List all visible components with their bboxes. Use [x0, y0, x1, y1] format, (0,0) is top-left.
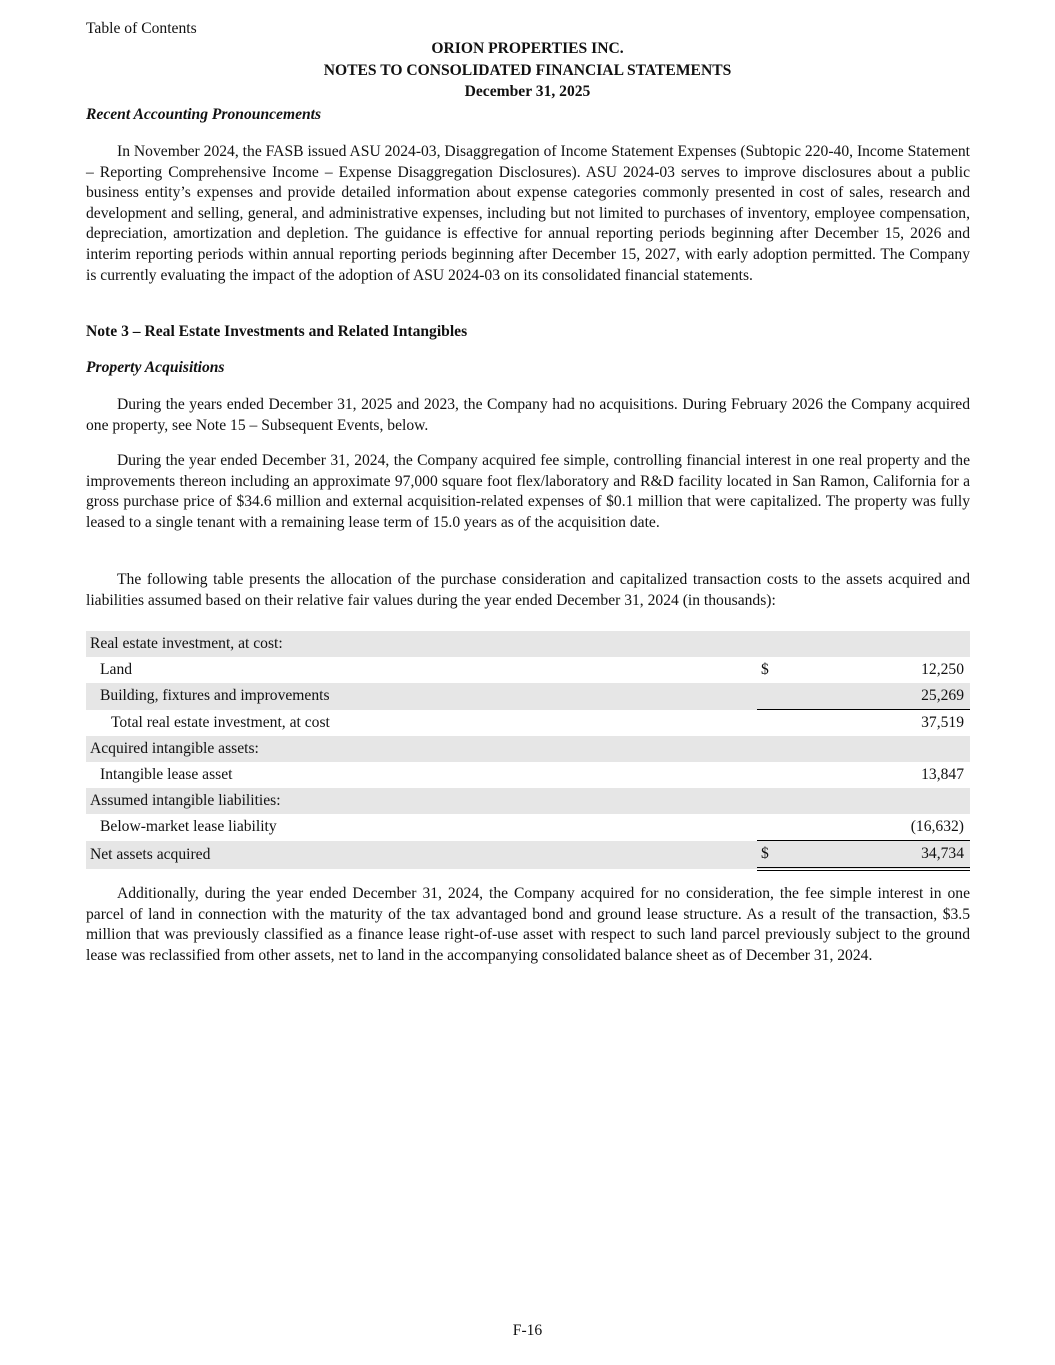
- property-acquisitions-heading: Property Acquisitions: [86, 359, 225, 376]
- note3-paragraph-3: The following table presents the allocation of the purchase consideration and capitalized transaction costs to the assets acquired and liabilities assumed based on their relative fair values during the year ended December 31, 2024 (in thousands):: [86, 571, 970, 609]
- table-row: [86, 710, 970, 737]
- row-amount: [781, 788, 970, 814]
- table-row: [86, 683, 970, 710]
- row-label: Net assets acquired: [86, 841, 349, 870]
- row-currency: $: [761, 661, 769, 678]
- purchase-allocation-table: [86, 631, 970, 871]
- row-label: Below-market lease liability: [100, 818, 277, 836]
- row-currency: [757, 814, 781, 841]
- note3-paragraph-2: During the year ended December 31, 2024, the Company acquired fee simple, controlling financial interest in one real property and the improvements thereon including an approximate 97,000 square foot flex/laboratory and R&D facility located in San Ramon, California for a gross purchase price of $34.6 million and external acquisition-related expenses of $0.1 million that were capitalized. The property was fully leased to a single tenant with a remaining lease term of 15.0 years as of the acquisition date.: [86, 452, 970, 531]
- row-currency: [757, 736, 781, 762]
- note3-paragraph4-block: [86, 884, 970, 966]
- document-title: NOTES TO CONSOLIDATED FINANCIAL STATEMENTS: [323, 62, 732, 79]
- table-row: [86, 631, 970, 657]
- note3-paragraph1-block: [86, 395, 970, 436]
- table-row: [86, 736, 970, 762]
- row-amount: (16,632): [910, 818, 964, 835]
- row-currency: $: [757, 841, 781, 870]
- row-currency: [757, 788, 781, 814]
- row-amount: [781, 736, 970, 762]
- row-label: Assumed intangible liabilities:: [86, 788, 349, 814]
- note3-paragraph3-block: [86, 570, 970, 611]
- note3-heading-block: [86, 322, 970, 342]
- row-amount: 13,847: [921, 766, 964, 783]
- row-label: Acquired intangible assets:: [86, 736, 349, 762]
- table-row: [86, 788, 970, 814]
- table-of-contents-link[interactable]: Table of Contents: [86, 20, 197, 37]
- row-amount: [781, 631, 970, 657]
- note3-paragraph-4: Additionally, during the year ended December 31, 2024, the Company acquired for no consideration, the fee simple interest in one parcel of land in connection with the maturity of the tax advantaged bond and ground lease structure. As a result of the transaction, $3.5 million that was previously classified as a finance lease right-of-use asset with respect to such land parcel previously subject to the ground lease was reclassified from other assets, net to land in the accompanying consolidated balance sheet as of December 31, 2024.: [86, 885, 970, 964]
- row-currency: [757, 710, 781, 737]
- table-row: [86, 814, 970, 841]
- row-currency: [757, 683, 781, 710]
- note3-paragraph-1: During the years ended December 31, 2025 and 2023, the Company had no acquisitions. During February 2026 the Company acquired one property, see Note 15 – Subsequent Events, below.: [86, 396, 970, 434]
- row-label: Building, fixtures and improvements: [86, 683, 349, 710]
- row-label: Real estate investment, at cost:: [86, 631, 349, 657]
- row-label: Intangible lease asset: [100, 766, 233, 783]
- recent-pronouncements-paragraph: In November 2024, the FASB issued ASU 2024-03, Disaggregation of Income Statement Expenses (Subtopic 220-40, Income Statement – Reporting Comprehensive Income – Expense Disaggregation Disclosures). ASU 2024-03 serves to improve disclosures about a public business entity’s expenses and provide detailed information about expense categories commonly presented in cost of sales, research and development and selling, general, and administrative expenses, including but not limited to purchases of inventory, employee compensation, depreciation, amortization and depletion. The guidance is effective for annual reporting periods beginning after December 15, 2026 and interim reporting periods within annual reporting periods beginning after December 15, 2027, with early adoption permitted. The Company is currently evaluating the impact of the adoption of ASU 2024-03 on its consolidated financial statements.: [86, 143, 970, 284]
- recent-pronouncements-heading-block: [86, 105, 970, 125]
- company-name: ORION PROPERTIES INC.: [431, 40, 624, 57]
- page-number: F-16: [512, 1322, 543, 1339]
- row-amount: 37,519: [781, 710, 970, 737]
- row-currency: [757, 762, 781, 788]
- table-row: [86, 762, 970, 788]
- table-row: [86, 657, 970, 683]
- table-total-row: [86, 841, 970, 870]
- note3-paragraph2-block: [86, 451, 970, 533]
- recent-pronouncements-section: [86, 142, 970, 286]
- row-currency: [757, 631, 781, 657]
- row-amount: 12,250: [921, 661, 964, 678]
- note3-heading: Note 3 – Real Estate Investments and Related Intangibles: [86, 323, 468, 340]
- row-label: Land: [100, 661, 133, 678]
- row-amount: 25,269: [781, 683, 970, 710]
- property-acquisitions-heading-block: [86, 358, 970, 378]
- row-label: Total real estate investment, at cost: [111, 713, 330, 731]
- document-date: December 31, 2025: [464, 83, 591, 100]
- row-amount: 34,734: [781, 841, 970, 870]
- recent-pronouncements-heading: Recent Accounting Pronouncements: [86, 106, 322, 123]
